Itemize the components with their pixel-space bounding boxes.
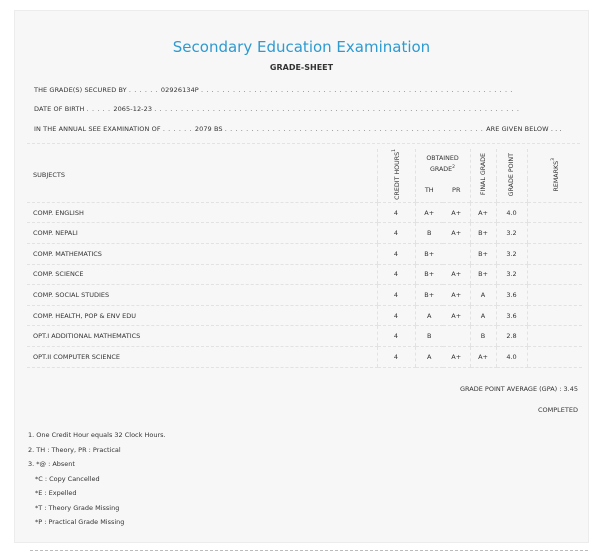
header-final-label: FINAL GRADE (479, 153, 487, 196)
final-cell: A+ (470, 347, 496, 368)
gp-cell: 2.8 (496, 326, 527, 347)
credit-cell: 4 (377, 285, 415, 306)
pr-cell (443, 244, 470, 265)
table-row (27, 305, 582, 326)
pr-cell: A+ (443, 223, 470, 244)
credit-cell: 4 (377, 347, 415, 368)
page-subtitle: GRADE-SHEET (269, 63, 334, 72)
remarks-cell (527, 202, 582, 223)
subject-cell: COMP. SOCIAL STUDIES (27, 285, 377, 306)
gp-cell: 4.0 (496, 347, 527, 368)
header-grade-point-label: GRADE POINT (508, 152, 516, 197)
exam-suffix: ARE GIVEN BELOW . . . (486, 125, 562, 133)
gp-cell: 3.6 (496, 305, 527, 326)
pr-cell: A+ (443, 305, 470, 326)
exam-year: 2079 BS (194, 125, 223, 133)
header-remarks-sup: 3 (550, 157, 556, 161)
subject-cell: OPT.II COMPUTER SCIENCE (27, 347, 377, 368)
gp-cell: 3.2 (496, 244, 527, 265)
header-grade-point (496, 149, 527, 202)
footnote-subitem: *E : Expelled (35, 489, 77, 497)
remarks-cell (527, 223, 582, 244)
header-th: TH (415, 179, 443, 202)
final-cell: A (470, 305, 496, 326)
footnote-item: 1. One Credit Hour equals 32 Clock Hours. (28, 431, 166, 439)
th-cell: B+ (415, 285, 443, 306)
pr-cell: A+ (443, 202, 470, 223)
subject-cell: OPT.I ADDITIONAL MATHEMATICS (27, 326, 377, 347)
subject-cell: COMP. NEPALI (27, 223, 377, 244)
remarks-cell (527, 305, 582, 326)
table-row (27, 285, 582, 306)
gp-cell: 4.0 (496, 202, 527, 223)
footnote-subitem: *C : Copy Cancelled (35, 474, 100, 483)
table-row (27, 202, 582, 223)
th-cell: B+ (415, 264, 443, 285)
final-cell: A+ (470, 202, 496, 223)
footnote-item: 2. TH : Theory, PR : Practical (28, 445, 121, 454)
th-cell: B (415, 326, 443, 347)
header-credit-label: CREDIT HOURS (394, 151, 402, 200)
final-cell: B+ (470, 244, 496, 265)
footnote-subitem: *T : Theory Grade Missing (35, 503, 120, 512)
credit-cell: 4 (377, 264, 415, 285)
remarks-cell (527, 264, 582, 285)
subject-cell: COMP. SCIENCE (27, 264, 377, 285)
table-row (27, 326, 582, 347)
table-row (27, 244, 582, 265)
remarks-cell (527, 244, 582, 265)
credit-cell: 4 (377, 244, 415, 265)
header-remarks-label: REMARKS (552, 160, 560, 192)
gp-cell: 3.2 (496, 223, 527, 244)
header-obtained-grade (415, 149, 470, 179)
header-final-grade (470, 149, 496, 202)
header-subjects (27, 149, 377, 202)
pr-cell: A+ (443, 347, 470, 368)
header-credit-hours (377, 149, 415, 202)
header-obtained-sup: 2 (452, 164, 456, 170)
header-remarks (527, 149, 582, 202)
pr-cell: A+ (443, 264, 470, 285)
gp-cell: 3.2 (496, 264, 527, 285)
status-text: COMPLETED (538, 406, 578, 414)
th-cell: A (415, 305, 443, 326)
final-cell: A (470, 285, 496, 306)
remarks-cell (527, 285, 582, 306)
footnotes (28, 428, 166, 530)
grades-table (27, 149, 582, 368)
table-row (27, 223, 582, 244)
header-credit-sup: 1 (391, 149, 397, 152)
table-row (27, 347, 582, 368)
remarks-cell (527, 326, 582, 347)
gp-cell: 3.6 (496, 285, 527, 306)
subject-cell: COMP. ENGLISH (27, 202, 377, 223)
symbol-number: 02926134P (160, 86, 199, 94)
subject-cell: COMP. MATHEMATICS (27, 244, 377, 265)
remarks-cell (527, 347, 582, 368)
th-cell: B+ (415, 244, 443, 265)
header-obtained-label: OBTAINED GRADE (426, 154, 459, 173)
header-subjects-label: SUBJECTS (33, 171, 66, 180)
gpa-summary: GRADE POINT AVERAGE (GPA) : 3.45 (460, 385, 578, 393)
th-cell: A (415, 347, 443, 368)
table-row (27, 264, 582, 285)
credit-cell: 4 (377, 326, 415, 347)
credit-cell: 4 (377, 223, 415, 244)
secured-by-label: THE GRADE(S) SECURED BY (34, 86, 127, 94)
grade-sheet (14, 10, 589, 543)
footnote-item: 3. *@ : Absent (28, 460, 75, 468)
grades-table-wrapper (27, 149, 582, 368)
divider (27, 143, 580, 144)
pr-cell (443, 326, 470, 347)
page-title: Secondary Education Examination (172, 38, 431, 56)
footnote-subitem: *P : Practical Grade Missing (35, 518, 125, 526)
dob-label: DATE OF BIRTH (34, 105, 85, 113)
final-cell: B+ (470, 264, 496, 285)
final-cell: B (470, 326, 496, 347)
pr-cell: A+ (443, 285, 470, 306)
dob-line: DATE OF BIRTH . . . . . 2065-12-23 . . . . . . . . . . . . . . . . . . . . . . . . . . . . . . . . . . . . . . . . . . . . . . . . . . . . . . . . . . . . . . . . . . . . . (34, 105, 520, 113)
header-pr: PR (443, 179, 470, 202)
credit-cell: 4 (377, 202, 415, 223)
credit-cell: 4 (377, 305, 415, 326)
th-cell: B (415, 223, 443, 244)
dob-value: 2065-12-23 (113, 105, 153, 113)
secured-by-line: THE GRADE(S) SECURED BY . . . . . . 02926134P . . . . . . . . . . . . . . . . . . . . . . . . . . . . . . . . . . . . . . . . . . . . . . . . . . . . . . . . . . . (34, 86, 513, 94)
th-cell: A+ (415, 202, 443, 223)
subject-cell: COMP. HEALTH, POP & ENV EDU (27, 305, 377, 326)
exam-line: IN THE ANNUAL SEE EXAMINATION OF . . . . . . 2079 BS . . . . . . . . . . . . . . . . . . . . . . . . . . . . . . . . . . . . . . . . . . . . . . . . . ARE GIVEN BELOW . . . (34, 125, 562, 133)
final-cell: B+ (470, 223, 496, 244)
bottom-divider (30, 550, 588, 551)
exam-prefix: IN THE ANNUAL SEE EXAMINATION OF (34, 125, 161, 133)
